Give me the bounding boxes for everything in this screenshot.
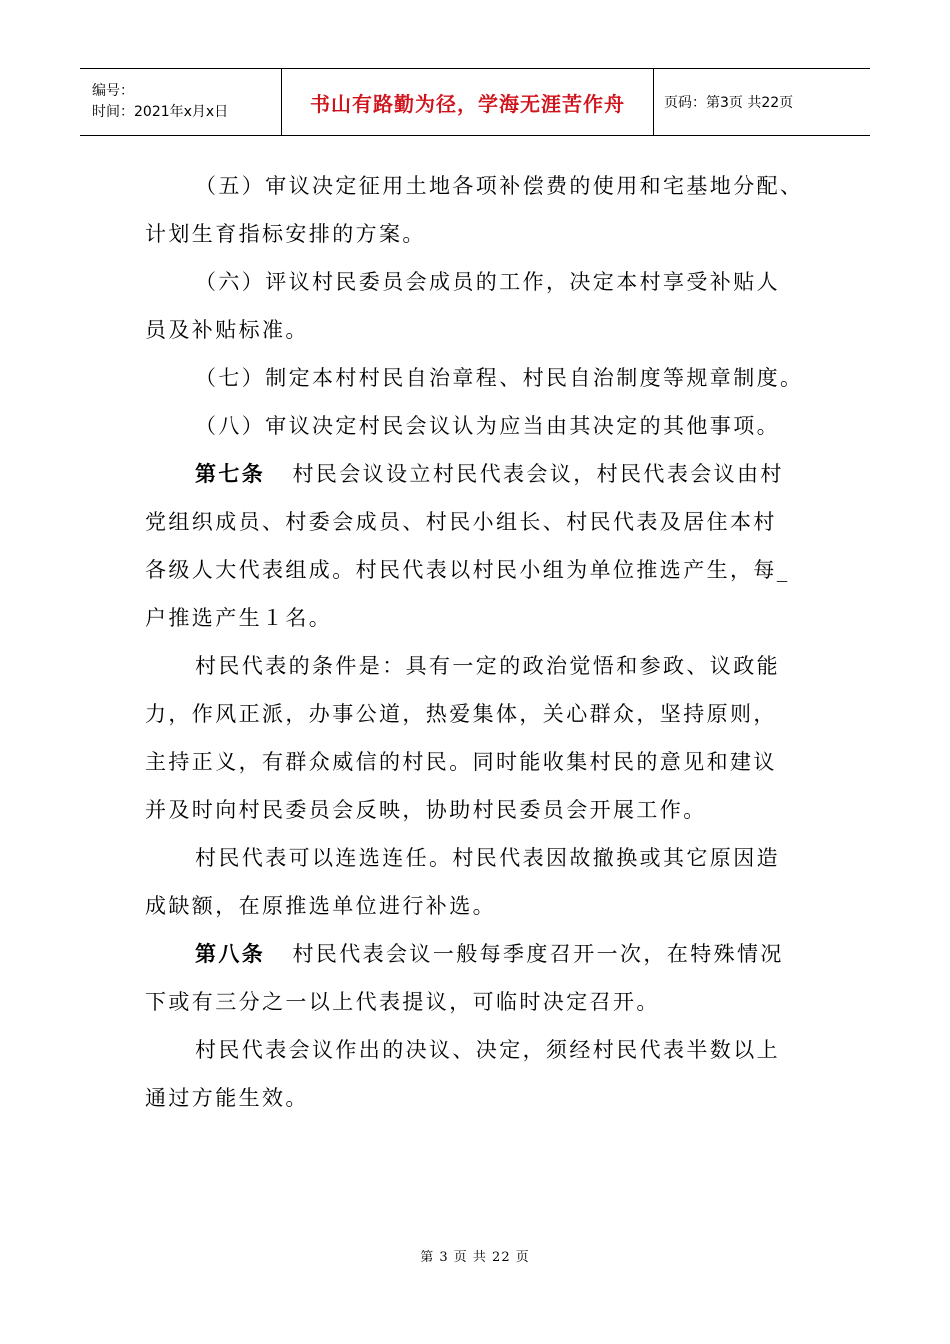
header-page-info [654,69,870,135]
article-7-line-3: 各级人大代表组成。村民代表以村民小组为单位推选产生，每_ [145,558,790,582]
reelection-line-1: 村民代表可以连选连任。村民代表因故撤换或其它原因造 [195,846,780,870]
page-footer: 第 3 页 共 22 页 [420,1250,530,1265]
header-meta [80,69,282,135]
resolution-line-2: 通过方能生效。 [145,1086,309,1110]
article-7-line-4: 户推选产生１名。 [145,606,333,630]
conditions-line-4: 并及时向村民委员会反映，协助村民委员会开展工作。 [145,798,707,822]
page-info-text: 页码：第3页 共22页 [664,95,794,111]
conditions-line-2: 力，作风正派，办事公道，热爱集体，关心群众，坚持原则， [145,702,777,726]
article-8-title: 第八条 [195,941,266,966]
conditions-line-1: 村民代表的条件是：具有一定的政治觉悟和参政、议政能 [195,654,780,678]
header-motto-cell [282,69,654,135]
clause-6-line-1: （六）评议村民委员会成员的工作，决定本村享受补贴人 [195,270,780,294]
article-8-text: 村民代表会议一般每季度召开一次，在特殊情况 [292,942,784,966]
document-body [145,162,805,1122]
article-7-line-2: 党组织成员、村委会成员、村民小组长、村民代表及居住本村 [145,510,777,534]
article-7-title: 第七条 [195,461,266,486]
clause-5-line-1: （五）审议决定征用土地各项补偿费的使用和宅基地分配、 [195,174,804,198]
resolution-line-1: 村民代表会议作出的决议、决定，须经村民代表半数以上 [195,1038,780,1062]
time-label: 时间：2021年x月x日 [92,104,229,120]
article-8-line-2: 下或有三分之一以上代表提议，可临时决定召开。 [145,990,660,1014]
serial-label: 编号： [92,83,134,99]
motto-text: 书山有路勤为径，学海无涯苦作舟 [310,91,625,116]
reelection-line-2: 成缺额，在原推选单位进行补选。 [145,894,496,918]
page-header [80,68,870,136]
clause-6-line-2: 员及补贴标准。 [145,318,309,342]
conditions-line-3: 主持正义，有群众威信的村民。同时能收集村民的意见和建议 [145,750,777,774]
article-8-line-1 [145,930,805,978]
clause-7-line-1: （七）制定本村村民自治章程、村民自治制度等规章制度。 [195,366,804,390]
article-7-line-1 [145,450,805,498]
article-7-text: 村民会议设立村民代表会议，村民代表会议由村 [292,462,784,486]
clause-5-line-2: 计划生育指标安排的方案。 [145,222,426,246]
clause-8-line-1: （八）审议决定村民会议认为应当由其决定的其他事项。 [195,414,780,438]
